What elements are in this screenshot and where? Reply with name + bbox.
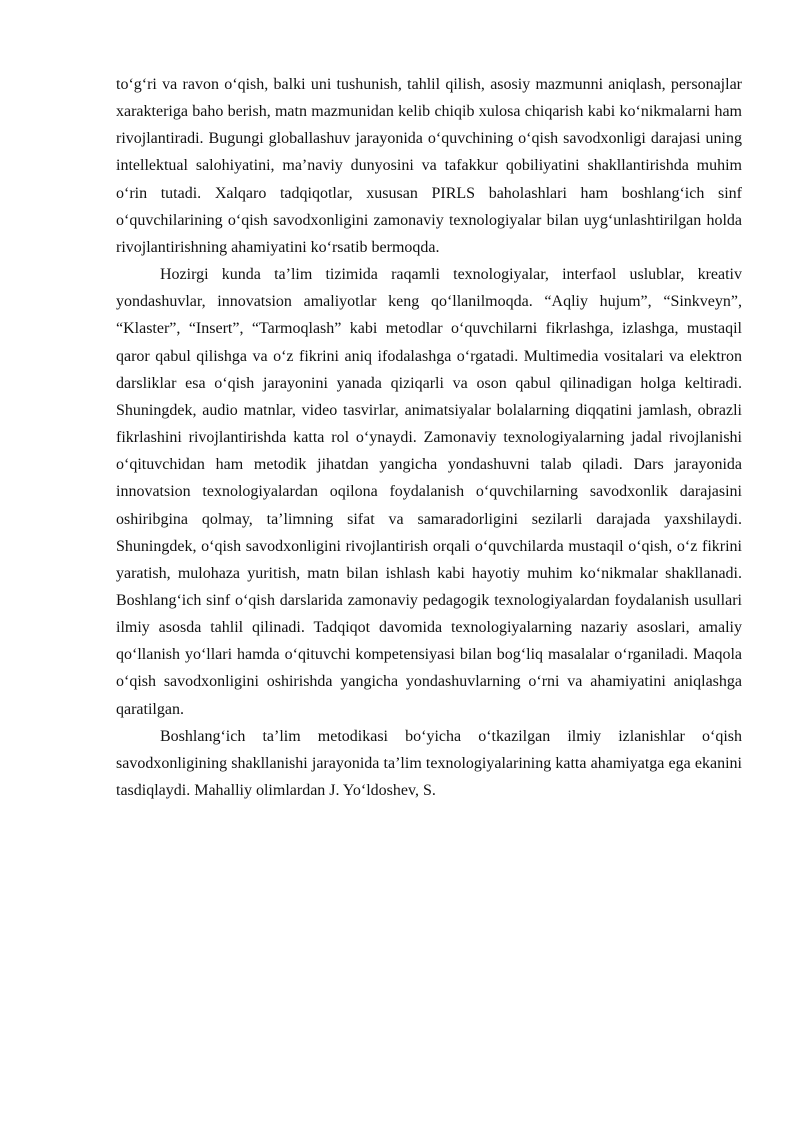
paragraph-3: Boshlang‘ich ta’lim metodikasi bo‘yicha o‘tkazilgan ilmiy izlanishlar o‘qish savodxonligining shakllanishi jarayonida ta’lim texnologiyalarining katta ahamiyatga ega ekanini tasdiqlaydi. Mahalliy olimlardan J. Yo‘ldoshev, S. bbox=[116, 727, 742, 800]
paragraph-2: Hozirgi kunda ta’lim tizimida raqamli texnologiyalar, interfaol uslublar, kreativ yondashuvlar, innovatsion amaliyotlar keng qo‘llanilmoqda. “Aqliy hujum”, “Sinkveyn”, “Klaster”, “Insert”, “Tarmoqlash” kabi metodlar o‘quvchilarni fikrlashga, izlashga, mustaqil qaror qabul qilishga va o‘z fikrini aniq ifodalashga o‘rgatadi. Multimedia vositalari va elektron darsliklar esa o‘qish jarayonini yanada qiziqarli va oson qabul qilinadigan holga keltiradi. Shuningdek, audio matnlar, video tasvirlar, animatsiyalar bolalarning diqqatini jamlash, obrazli fikrlashini rivojlantirishda katta rol o‘ynaydi. Zamonaviy texnologiyalarning jadal rivojlanishi o‘qituvchidan ham metodik jihatdan yangicha yondashuvni talab qiladi. Dars jarayonida innovatsion texnologiyalardan oqilona foydalanish o‘quvchilarning savodxonlik darajasini oshiribgina qolmay, ta’limning sifat va samaradorligini sezilarli darajada yaxshilaydi. Shuningdek, o‘qish savodxonligini rivojlantirish orqali o‘quvchilarda mustaqil o‘qish, o‘z fikrini yaratish, mulohaza yuritish, matn bilan ishlash kabi hayotiy muhim ko‘nikmalar shakllanadi. Boshlang‘ich sinf o‘qish darslarida zamonaviy pedagogik texnologiyalardan foydalanish usullari ilmiy asosda tahlil qilinadi. Tadqiqot davomida texnologiyalarning nazariy asoslari, amaliy qo‘llanish yo‘llari hamda o‘qituvchi kompetensiyasi bilan bog‘liq masalalar o‘rganiladi. Maqola o‘qish savodxonligini oshirishda yangicha yondashuvlarning o‘rni va ahamiyatini aniqlashga qaratilgan. bbox=[116, 266, 742, 718]
paragraph-1: to‘g‘ri va ravon o‘qish, balki uni tushunish, tahlil qilish, asosiy mazmunni aniqlash, personajlar xarakteriga baho berish, matn mazmunidan kelib chiqib xulosa chiqarish kabi ko‘nikmalarni ham rivojlantiradi. Bugungi globallashuv jarayonida o‘quvchining o‘qish savodxonligi darajasi uning intellektual salohiyatini, ma’naviy dunyosini va tafakkur qobiliyatini shakllantirishda muhim o‘rin tutadi. Xalqaro tadqiqotlar, xususan PIRLS baholashlari ham boshlang‘ich sinf o‘quvchilarining o‘qish savodxonligini zamonaviy texnologiyalar bilan uyg‘unlashtirilgan holda rivojlantirishning ahamiyatini ko‘rsatib bermoqda. bbox=[116, 76, 742, 256]
body-text bbox=[116, 71, 742, 804]
